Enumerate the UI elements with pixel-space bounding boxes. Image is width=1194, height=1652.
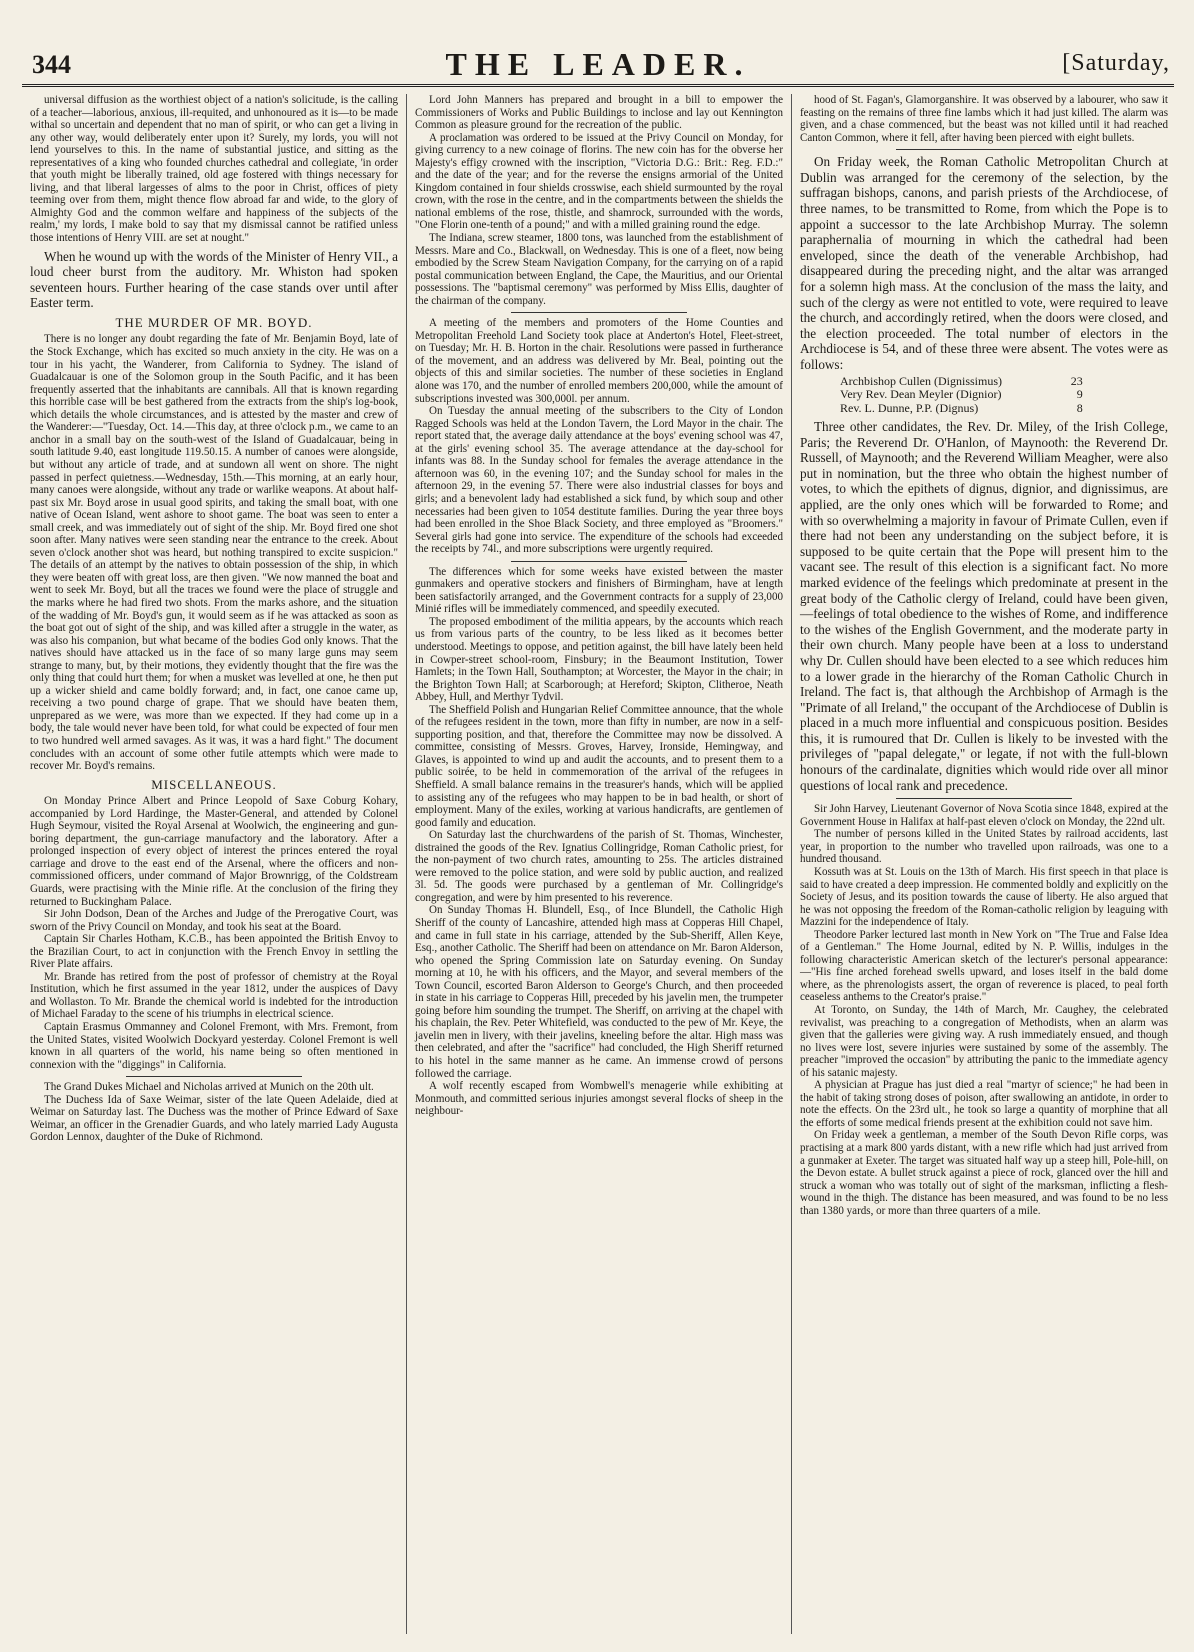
- vote-row: [840, 388, 1083, 402]
- article-paragraph: Captain Erasmus Ommanney and Colonel Fremont, with Mrs. Fremont, from the United States, visited Woolwich Dockyard yesterday. Colonel Fremont is well known in all quarters of the world, his name being so often mentioned in connexion with the "diggings" in California.: [30, 1021, 398, 1071]
- article-paragraph: Kossuth was at St. Louis on the 13th of March. His first speech in that place is said to have created a deep impression. He commented boldly and explicitly on the Society of Jesus, and its position towards the cause of liberty. He also argued that he was not opposing the freedom of the Roman-catholic religion by leaguing with Mazzini for the independence of Italy.: [800, 865, 1168, 929]
- vote-list: [840, 375, 1168, 416]
- article-paragraph: The number of persons killed in the United States by railroad accidents, last year, in proportion to the number who travelled upon railroads, was one to a hundred thousand.: [800, 828, 1168, 866]
- page-header: [22, 44, 1174, 87]
- vote-count: 8: [1076, 400, 1083, 415]
- column-2: [406, 94, 791, 1634]
- article-paragraph: There is no longer any doubt regarding the fate of Mr. Benjamin Boyd, late of the Stock Exchange, which has excited so much anxiety in the city. He was on a tour in his yacht, the Wanderer, from California to Sydney. The island of Guadalcauar is one of the Solomon group in the South Pacific, and it has been frequently asserted that the inhabitants are cannibals. All that is known regarding this horrible case will be best gathered from the extracts from the ship's log-book, which details the whole circumstances, and is attested by the master and crew of the Wanderer:—"Tuesday, Oct. 14.—This day, at three o'clock p.m., we came to an anchor in a small bay on the south-west of the Island of Guadalcauar, being in south latitude 9.40, east longitude 119.50.15. A number of canoes were alongside, but without any article of trade, and at sundown all went on shore. The night passed in perfect quietness.—Wednesday, 15th.—This morning, at an early hour, many canoes were alongside, without any trade or warlike weapons. At about half-past six Mr. Boyd arose in usual good spirits, and taking the small boat, with one native of Ocean Island, went ashore to shoot game. The boat was seen to enter a small creek, and was immediately out of sight of the ship. Mr. Boyd fired one shot soon after. Many natives were seen standing near the entrance to the creek. About seven o'clock another shot was heard, but nothing transpired to excite suspicion." The details of an attempt by the natives to obtain possession of the ship, in which they were beaten off with great loss, are then given. "We now manned the boat and went to seek Mr. Boyd, but all the traces we found were the place of struggle and the marks where he had fired two shots. From the marks ashore, and the situation of the wadding of Mr. Boyd's gun, it would seem as if he was attacked as soon as the boat got out of sight of the ship, and was killed after a struggle in the water, as was also his companion, but what became of the bodies God only knows. That the natives should have attacked us in the face of so many large guns may seem strange to many, but, by their motions, they evidently thought that the fire was the only thing that could hurt them; for when a musket was levelled at one, he then put up a wicker shield and came boldly forward; and, in fact, one canoe came up, receiving a two pound charge of grape. That we should have beaten them, unprepared as we were, was more than we expected. If they had come up in a body, the tale would never have been told, for what could be expected of four men to two hundred well armed savages. As it was, it was a hard fight." The document concludes with an account of some other futile attempts which were made to recover Mr. Boyd's remains.: [30, 333, 398, 773]
- article-paragraph: On Friday week, the Roman Catholic Metropolitan Church at Dublin was arranged for the ceremony of the selection, by the suffragan bishops, canons, and parish priests of the Archdiocese, of three names, to be transmitted to Rome, from which the Pope is to appoint a successor to the late Archbishop Murray. The solemn paraphernalia of mourning in which the cathedral had been enveloped, since the death of the venerable Archbishop, had disappeared during the preceding night, and the altar was arranged for a solemn high mass. At the conclusion of the mass the laity, and such of the clergy as were not entitled to vote, were required to leave the church, and accordingly retired, when the doors were closed, and the election proceeded. The total number of electors in the Archdiocese is 54, and of these three were absent. The votes were as follows:: [800, 154, 1168, 372]
- article-paragraph: The Duchess Ida of Saxe Weimar, sister of the late Queen Adelaide, died at Weimar on Saturday last. The Duchess was the mother of Prince Edward of Saxe Weimar, an officer in the Grenadier Guards, and who lately married Lady Augusta Gordon Lennox, daughter of the Duke of Richmond.: [30, 1093, 398, 1144]
- section-divider: [511, 561, 688, 562]
- section-divider: [896, 149, 1073, 150]
- article-paragraph: A physician at Prague has just died a real "martyr of science;" he had been in the habit of taking strong doses of poison, after swallowing an antidote, in order to note the effects. On the 23rd ult., he took so large a quantity of morphine that all the efforts of some medical friends present at the exhibition could not save him.: [800, 1079, 1168, 1129]
- article-paragraph: The Indiana, screw steamer, 1800 tons, was launched from the establishment of Messrs. Mare and Co., Blackwall, on Wednesday. This is one of a fleet, now being embodied by the Screw Steam Navigation Company, for the carrying on of a rapid postal communication between England, the Cape, the Mauritius, and our Oriental possessions. The "baptismal ceremony" was performed by Miss Ellis, daughter of the chairman of the company.: [415, 232, 783, 307]
- vote-row: [840, 402, 1083, 416]
- vote-count: 23: [1070, 373, 1083, 388]
- vote-name: Archbishop Cullen (Dignissimus): [840, 373, 1002, 388]
- section-heading: MISCELLANEOUS.: [151, 776, 277, 792]
- vote-name: Very Rev. Dean Meyler (Dignior): [840, 387, 1002, 401]
- article-paragraph: On Tuesday the annual meeting of the subscribers to the City of London Ragged Schools was held at the London Tavern, the Lord Mayor in the chair. The report stated that, the average daily attendance at the boys' evening school was 47, at the girls' evening school 35. The average attendance at the day-school for infants was 88. In the Sunday school for females the average attendance in the afternoon was 60, in the evening 107; and the Sunday school for males in the afternoon 29, in the evening 57. There were also industrial classes for boys and girls; and a benevolent lady had established a sick fund, by which soup and other necessaries had been given to 1054 destitute families. During the year three boys had been enrolled in the Shoe Black Society, and three employed as "Broomers." Several girls had gone into service. The expenditure of the schools had exceeded the receipts by 74l., and more subscriptions were urgently required.: [415, 405, 783, 556]
- article-paragraph: Sir John Harvey, Lieutenant Governor of Nova Scotia since 1848, expired at the Government House in Halifax at half-past eleven o'clock on Monday, the 22nd ult.: [800, 803, 1168, 828]
- article-paragraph: A meeting of the members and promoters of the Home Counties and Metropolitan Freehold Land Society took place at Anderton's Hotel, Fleet-street, on Tuesday; Mr. H. B. Horton in the chair. Resolutions were passed in furtherance of the movement, and an address was delivered by Mr. Beal, pointing out the objects of this and similar societies. The number of these societies in England alone was 170, and the number of enrolled members 200,000, while the amount of subscriptions invested was 300,000l. per annum.: [415, 317, 783, 405]
- article-paragraph: Theodore Parker lectured last month in New York on "The True and False Idea of a Gentleman." The Home Journal, edited by N. P. Willis, indulges in the following characteristic American sketch of the lecturer's personal appearance:—"His fine arched forehead swells upward, and loses itself in the bald dome where, as the phrenologists assert, the organ of reverence is placed, to peal forth ceaseless anthems to the Creator's praise.": [800, 928, 1168, 1004]
- column-1: [22, 94, 406, 1634]
- article-paragraph: Captain Sir Charles Hotham, K.C.B., has been appointed the British Envoy to the Brazilian Court, to act in conjunction with the French Envoy in settling the River Plate affairs.: [30, 933, 398, 971]
- article-paragraph: On Sunday Thomas H. Blundell, Esq., of Ince Blundell, the Catholic High Sheriff of the county of Lancashire, attended high mass at Copperas Hill Chapel, and came in full state in his carriage, attended by the Sub-Sheriff, Allen Keye, Esq., another Catholic. The Sheriff had been on attendance on Mr. Baron Alderson, who opened the Spring Commission late on Saturday evening. On Sunday morning at 10, he with his officers, and the Mayor, and several members of the Town Council, escorted Baron Alderson to George's Church, and then proceeded in state in his carriage to Copperas Hill, preceded by his javelin men, the trumpeter going before him sounding the trumpet. The Sheriff, on arriving at the chapel with his chaplain, the Rev. Peter Whitefield, was conducted to the pew of Mr. Keye, the javelin men in livery, with their javelins, kneeling before the altar. High mass was then celebrated, and after the "sacrifice" had concluded, the High Sheriff returned to his hotel in the same manner as he came. An immense crowd of persons followed the carriage.: [415, 904, 783, 1080]
- article-paragraph: The Sheffield Polish and Hungarian Relief Committee announce, that the whole of the refugees resident in the town, more than fifty in number, are now in a self-supporting position, and that, therefore the Committee may now be dissolved. A committee, consisting of Messrs. Groves, Harvey, Ironside, Hemingway, and Glaves, is appointed to wind up and audit the accounts, and to present them to a public soirée, to be held in commemoration of the arrival of the refugees in Sheffield. A small balance remains in the treasurer's hands, which will be applied to assisting any of the refugees who may happen to be in bad health, or short of employment. Many of the exiles, working at various handicrafts, are gentlemen of good family and education.: [415, 703, 783, 829]
- article-paragraph: Sir John Dodson, Dean of the Arches and Judge of the Prerogative Court, was sworn of the Privy Council on Monday, and took his seat at the Board.: [30, 908, 398, 933]
- article-paragraph: universal diffusion as the worthiest object of a nation's solicitude, is the calling of a teacher—laborious, anxious, ill-requited, and unhonoured as it is—to be made withal so uncertain and dependent that no man of spirit, or who can get a living in any other way, would deliberately enter upon it? Surely, my lords, you will not lend yourselves to this. In the name of substantial justice, and sitting as the representatives of a king who founded churches cathedral and collegiate, 'in order that youth might be liberally trained, old age fostered with things necessary for living, and that liberal largesses of alms to the poor in Christ, offices of piety teeming over from them, might thence flow abroad far and wide, to the glory of Almighty God and the common welfare and happiness of the subjects of the realm,' my lords, I make bold to say that my dismissal cannot be ratified unless those intentions of Henry VIII. are set at nought.": [30, 94, 398, 245]
- section-divider: [896, 798, 1073, 799]
- columns: [22, 94, 1176, 1634]
- article-paragraph: Lord John Manners has prepared and brought in a bill to empower the Commissioners of Works and Public Buildings to inclose and lay out Kennington Common as pleasure ground for the recreation of the public.: [415, 94, 783, 132]
- article-paragraph: The differences which for some weeks have existed between the master gunmakers and operative stockers and finishers of Birmingham, have at length been satisfactorily arranged, and the Government contracts for a supply of 23,000 Minié rifles will be immediately commenced, and speedily executed.: [415, 565, 783, 616]
- article-paragraph: When he wound up with the words of the Minister of Henry VII., a loud cheer burst from the auditory. Mr. Whiston had spoken seventeen hours. Further hearing of the case stands over until after Easter term.: [30, 248, 398, 311]
- article-paragraph: At Toronto, on Sunday, the 14th of March, Mr. Caughey, the celebrated revivalist, was preaching to a congregation of Methodists, when an alarm was given that the galleries were giving way. A rush immediately ensued, and though no lives were lost, severe injuries were sustained by some of the assembly. The preacher "improved the occasion" by attributing the panic to the immediate agency of his satanic majesty.: [800, 1004, 1168, 1079]
- article-paragraph: The proposed embodiment of the militia appears, by the accounts which reach us from various parts of the country, to be less liked as it becomes better understood. Meetings to oppose, and petition against, the bill have lately been held in Cowper-street school-room, Finsbury; in the Beaumont Institution, Tower Hamlets; in the Town Hall, Southampton; at Worcester, the Mayor in the chair; in the Brighton Town Hall; at Scarborough; at Hereford; Skipton, Clitheroe, Neath Abbey, Hull, and Merthyr Tydvil.: [415, 615, 783, 704]
- vote-name: Rev. L. Dunne, P.P. (Dignus): [840, 400, 979, 415]
- article-paragraph: The Grand Dukes Michael and Nicholas arrived at Munich on the 20th ult.: [44, 1081, 374, 1094]
- article-paragraph: Mr. Brande has retired from the post of professor of chemistry at the Royal Institution, which he first assumed in the year 1812, under the auspices of Davy and Wollaston. To Mr. Brande the chemical world is indebted for the introduction of Michael Faraday to the scene of his triumphs in electrical science.: [30, 970, 398, 1021]
- section-divider: [126, 1076, 303, 1077]
- article-paragraph: A proclamation was ordered to be issued at the Privy Council on Monday, for giving currency to a new coinage of florins. The new coin has for the obverse her Majesty's effigy crowned with the inscription, "Victoria D.G.: Brit.: Reg. F.D.:" and the date of the year; and for the reverse the ensigns armorial of the United Kingdom contained in four shields crosswise, each shield surmounted by the royal crown, with the rose in the centre, and in the compartments between the shields the national emblems of the rose, thistle, and shamrock, surrounded with the words, "One Florin one-tenth of a pound;" and with a milled graining round the edge.: [415, 131, 783, 232]
- vote-row: [840, 375, 1083, 389]
- article-paragraph: On Monday Prince Albert and Prince Leopold of Saxe Coburg Kohary, accompanied by Lord Hardinge, the Master-General, and attended by Colonel Hugh Seymour, visited the Royal Arsenal at Woolwich, the engineering and gun-boring department, the gun-carriage manufactory and the laboratory. After a prolonged inspection of every object of interest the princes entered the royal carriage and drove to the east end of the Arsenal, where the officers and non-commissioned officers, under command of Major Brownrigg, of the Coldstream Guards, were practising with the Minie rifle. At the conclusion of the firing they returned to Buckingham Palace.: [30, 795, 398, 908]
- article-paragraph: hood of St. Fagan's, Glamorganshire. It was observed by a labourer, who saw it feasting on the remains of three fine lambs which it had just killed. The alarm was given, and a chase commenced, but the beast was not killed until it had reached Canton Common, where it fell, after having been pierced with eight bullets.: [800, 94, 1168, 144]
- dateline: [Saturday,: [1062, 50, 1170, 76]
- article-paragraph: On Friday week a gentleman, a member of the South Devon Rifle corps, was practising at a mark 800 yards distant, with a new rifle which had just arrived from a gunmaker at Exeter. The target was situated half way up a steep hill, Pole-hill, on the Devon estate. A bullet struck against a piece of rock, glanced over the hill and struck a woman who was totally out of sight of the marksman, inflicting a flesh-wound in the thigh. The distance has been measured, and was found to be no less than 1380 yards, or more than three quarters of a mile.: [800, 1129, 1168, 1217]
- article-paragraph: A wolf recently escaped from Wombwell's menagerie while exhibiting at Monmouth, and committed serious injuries amongst several flocks of sheep in the neighbour-: [415, 1080, 783, 1118]
- page-number: 344: [32, 50, 71, 79]
- masthead: THE LEADER.: [445, 46, 751, 82]
- section-heading: THE MURDER OF MR. BOYD.: [115, 314, 313, 330]
- article-paragraph: Three other candidates, the Rev. Dr. Miley, of the Irish College, Paris; the Reverend Dr. O'Hanlon, of Maynooth: the Reverend Dr. Russell, of Maynooth; and the Reverend William Meagher, were also put in nomination, but the three who obtain the highest number of votes, to which the epithets of dignus, dignior, and dignissimus, are applied, are the only ones which will be forwarded to Rome; and with so overwhelming a majority in favour of Primate Cullen, even if there had not been any understanding on the subject before, it is supposed to be quite certain that the Pope will present him to the vacant see. The result of this election is a significant fact. No more marked evidence of the feelings which predominate at present in the great body of the Catholic clergy of Ireland, could have been given,—feelings of total obedience to the wishes of Rome, and indifference to the wishes of the English Government, and the moderate party in their own church. Many people have been at a loss to understand why Dr. Cullen should have been elected to a see which reduces him to a lower grade in the hierarchy of the Roman Catholic Church in Ireland. The fact is, that although the Archbishop of Armagh is the "Primate of all Ireland," the occupant of the Archdiocese of Dublin is placed in a much more influential and conspicuous position. Besides this, it is rumoured that Dr. Cullen is likely to be invested with the privileges of "papal delegate," or legate, if not with the full-blown honours of the cardinalate, dignities which would ride over all minor questions of local rank and precedence.: [800, 419, 1168, 793]
- column-3: [791, 94, 1176, 1634]
- article-paragraph: On Saturday last the churchwardens of the parish of St. Thomas, Winchester, distrained the goods of the Rev. Ignatius Collingridge, Roman Catholic priest, for the non-payment of two church rates, amounting to 25s. The articles distrained were removed to the police station, and were sold by public auction, and realized 3l. 5d. The goods were purchased by a gentleman of Mr. Collingridge's congregation, and were by him presented to his reverence.: [415, 829, 783, 904]
- vote-count: 9: [1076, 387, 1083, 401]
- section-divider: [511, 312, 688, 313]
